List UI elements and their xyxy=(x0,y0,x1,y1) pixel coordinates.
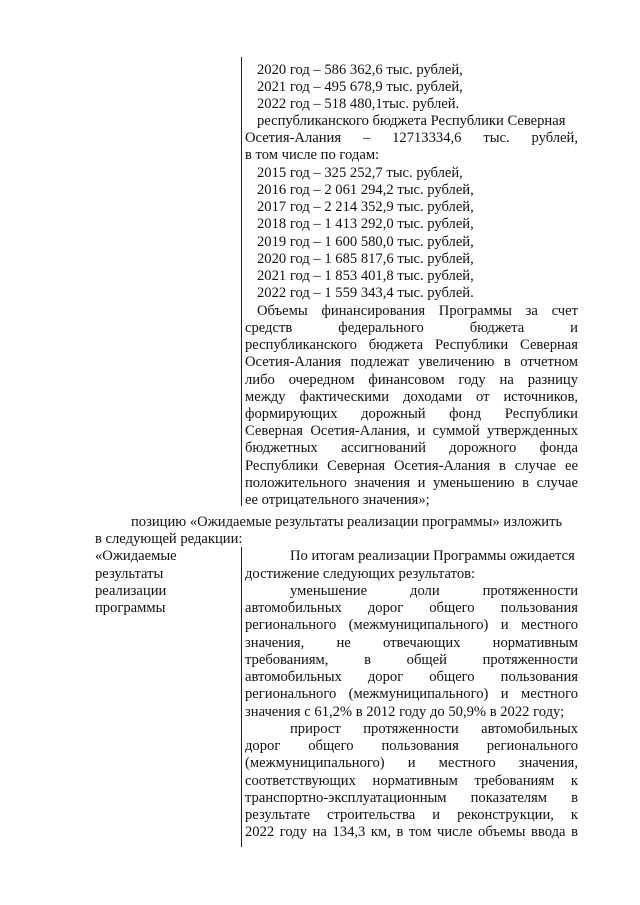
row-label-line: программы xyxy=(95,600,166,616)
year-line: 2016 год – 2 061 294,2 тыс. рублей, xyxy=(257,182,474,198)
paragraph-line: Объемы финансирования Программы за счет xyxy=(257,303,578,319)
paragraph-line: По итогам реализации Программы ожидается xyxy=(290,548,575,564)
year-line: 2022 год – 1 559 343,4 тыс. рублей. xyxy=(257,285,474,301)
row-label-line: результаты xyxy=(95,566,164,582)
paragraph-line: 2022 году на 134,3 км, в том числе объемы ввода в xyxy=(245,824,578,840)
body-text-line: в следующей редакции: xyxy=(95,531,243,547)
paragraph-line: ее отрицательного значения»; xyxy=(245,492,430,508)
paragraph-line: результате строительства и реконструкции, к xyxy=(245,807,578,823)
paragraph-line: дорог общего пользования регионального xyxy=(245,738,578,754)
paragraph-line: транспортно-эксплуатационным показателям в xyxy=(245,790,578,806)
paragraph-line: Осетия-Алания подлежат увеличению в отчетном xyxy=(245,354,578,370)
paragraph-line: прирост протяженности автомобильных xyxy=(290,721,578,737)
paragraph-line: регионального (межмуниципального) и местного xyxy=(245,617,578,633)
year-line: 2018 год – 1 413 292,0 тыс. рублей, xyxy=(257,216,474,232)
paragraph-line: автомобильных дорог общего пользования xyxy=(245,669,578,685)
row-label-line: «Ожидаемые xyxy=(95,548,177,564)
year-line: 2019 год – 1 600 580,0 тыс. рублей, xyxy=(257,234,474,250)
paragraph-line: регионального (межмуниципального) и местного xyxy=(245,686,578,702)
paragraph-line: между фактическими доходами от источников, xyxy=(245,389,578,405)
paragraph-line: значения, не отвечающих нормативным xyxy=(245,635,578,651)
table-vertical-rule-top xyxy=(241,57,242,506)
year-line: 2020 год – 586 362,6 тыс. рублей, xyxy=(257,62,463,78)
paragraph-line: положительного значения и уменьшению в случае xyxy=(245,475,578,491)
paragraph-line: республиканского бюджета Республики Северная xyxy=(245,337,578,353)
year-line: 2021 год – 495 678,9 тыс. рублей, xyxy=(257,79,463,95)
paragraph-line: достижение следующих результатов: xyxy=(245,566,476,582)
republic-budget-line: Осетия-Алания – 12713334,6 тыс. рублей, xyxy=(245,130,578,146)
year-line: 2021 год – 1 853 401,8 тыс. рублей, xyxy=(257,268,474,284)
paragraph-line: Северная Осетия-Алания, и суммой утвержденных xyxy=(245,423,578,439)
paragraph-line: (межмуниципального) и местного значения, xyxy=(245,755,578,771)
paragraph-line: соответствующих нормативным требованиям к xyxy=(245,773,578,789)
year-line: 2017 год – 2 214 352,9 тыс. рублей, xyxy=(257,199,474,215)
paragraph-line: Республики Северная Осетия-Алания в случае ее xyxy=(245,458,578,474)
paragraph-line: формирующих дорожный фонд Республики xyxy=(245,406,578,422)
paragraph-line: средств федерального бюджета и xyxy=(245,320,578,336)
row-label-line: реализации xyxy=(95,583,167,599)
year-line: 2022 год – 518 480,1тыс. рублей. xyxy=(257,96,460,112)
paragraph-line: уменьшение доли протяженности xyxy=(290,583,578,599)
republic-budget-line: в том числе по годам: xyxy=(245,147,380,163)
republic-budget-line: республиканского бюджета Республики Северная xyxy=(257,113,566,129)
year-line: 2020 год – 1 685 817,6 тыс. рублей, xyxy=(257,251,474,267)
paragraph-line: требованиям, в общей протяженности xyxy=(245,652,578,668)
paragraph-line: автомобильных дорог общего пользования xyxy=(245,600,578,616)
body-text-line: позицию «Ожидаемые результаты реализации программы» изложить xyxy=(131,514,563,530)
paragraph-line: бюджетных ассигнований дорожного фонда xyxy=(245,440,578,456)
paragraph-line: значения с 61,2% в 2012 году до 50,9% в 2022 году; xyxy=(245,704,565,720)
year-line: 2015 год – 325 252,7 тыс. рублей, xyxy=(257,165,463,181)
table-vertical-rule-bottom xyxy=(241,547,242,847)
paragraph-line: либо очередном финансовом году на разницу xyxy=(245,372,578,388)
